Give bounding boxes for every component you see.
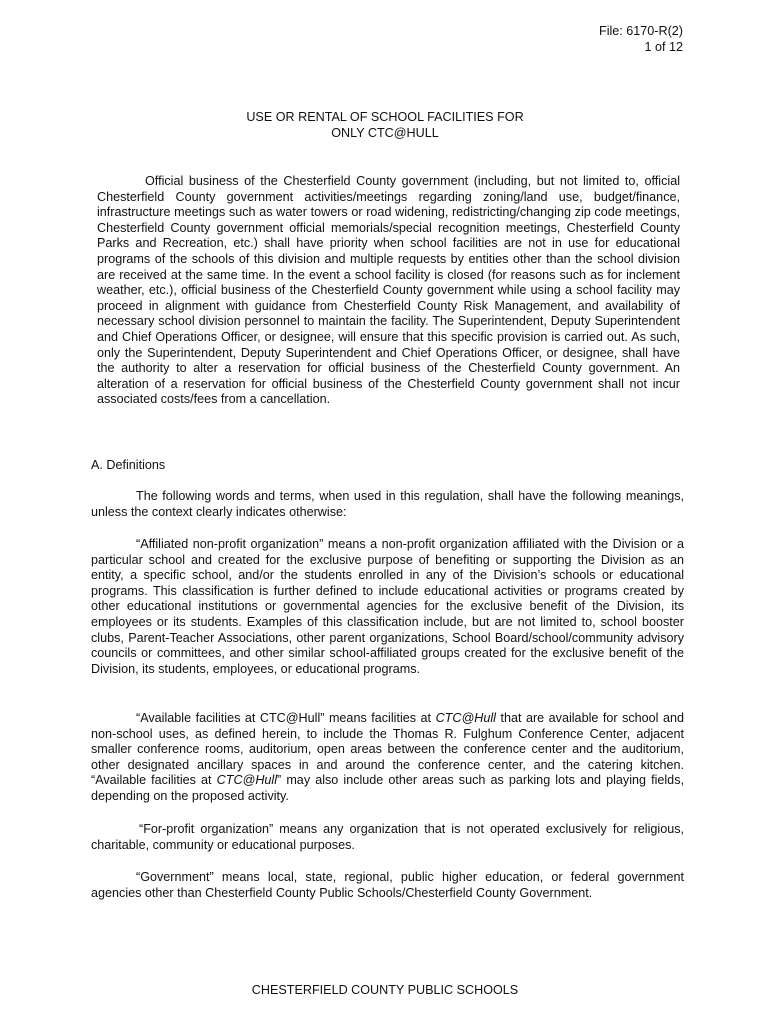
- definition-affiliated-nonprofit: “Affiliated non-profit organization” means a non-profit organization affiliated with the Division or a particular school and created for the exclusive purpose of benefiting or supporting the Division as an entity, a specific school, and/or the students enrolled in any of the Division’s schools or educational programs. This classification is further defined to include educational activities or programs created by other educational institutions or governmental agencies for the exclusive benefit of the Division, its employees or its students. Examples of this classification include, but are not limited to, school booster clubs, Parent-Teacher Associations, other parent organizations, School Board/school/community advisory councils or committees, and other similar school-affiliated groups created for the exclusive benefit of the Division, its students, employees, or educational programs.: [91, 537, 684, 676]
- section-heading-definitions: A. Definitions: [91, 458, 166, 472]
- intro-paragraph: Official business of the Chesterfield County government (including, but not limited to, official Chesterfield County government activities/meetings regarding zoning/land use, budget/finance, infrastructure meetings such as water towers or road widening, redistricting/changing zip code meetings, Chesterfield County government official memorials/special recognition meetings, Chesterfield County Parks and Recreation, etc.) shall have priority when school facilities are not in use for educational programs of the schools of this division and multiple requests by entities other than the school division are received at the same time. In the event a school facility is closed (for reasons such as for inclement weather, etc.), official business of the Chesterfield County government while using a school facility may proceed in alignment with guidance from Chesterfield County Risk Management, and availability of necessary school division personnel to maintain the facility. The Superintendent, Deputy Superintendent and Chief Operations Officer, or designee, will ensure that this specific provision is carried out. As such, only the Superintendent, Deputy Superintendent and Chief Operations Officer, or designee, shall have the authority to alter a reservation for official business of the Chesterfield County government. An alteration of a reservation for official business of the Chesterfield County government shall not incur associated costs/fees from a cancellation.: [97, 174, 680, 407]
- page-header: [599, 23, 683, 55]
- available-text-1: “Available facilities at CTC@Hull” means facilities at: [136, 711, 436, 725]
- page-indicator: 1 of 12: [644, 40, 683, 54]
- available-text-3: ” may also include other areas such as parking lots and playing fields, depending on the proposed activity.: [91, 773, 684, 803]
- available-text-2: that are available for school and non-school uses, as defined herein, to include the Thomas R. Fulghum Conference Center, adjacent smaller conference rooms, auditorium, open areas between the conference center and the auditorium, other designated ancillary spaces in and around the conference center, and the catering kitchen. “Available facilities at: [91, 711, 684, 788]
- definitions-lead-paragraph: The following words and terms, when used in this regulation, shall have the following meanings, unless the context clearly indicates otherwise:: [91, 489, 684, 519]
- file-reference: File: 6170-R(2): [599, 24, 683, 38]
- title-line-1: USE OR RENTAL OF SCHOOL FACILITIES FOR: [246, 110, 524, 124]
- definition-for-profit: “For-profit organization” means any organization that is not operated exclusively for religious, charitable, community or educational purposes.: [91, 822, 684, 852]
- available-emphasis-2: CTC@Hull: [216, 773, 278, 788]
- document-title: [0, 109, 770, 141]
- available-emphasis-1: CTC@Hull: [435, 711, 496, 725]
- definition-available-facilities: [91, 711, 684, 805]
- definition-government: “Government” means local, state, regional, public higher education, or federal government agencies other than Chesterfield County Public Schools/Chesterfield County Government.: [91, 870, 684, 900]
- page-footer: CHESTERFIELD COUNTY PUBLIC SCHOOLS: [251, 983, 519, 997]
- title-line-2: ONLY CTC@HULL: [331, 126, 439, 140]
